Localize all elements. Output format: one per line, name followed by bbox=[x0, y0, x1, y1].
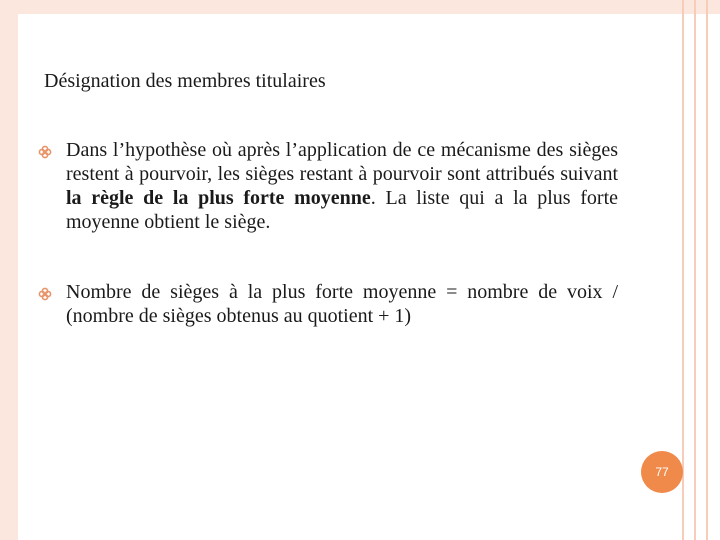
decorative-rail-line bbox=[706, 0, 708, 540]
slide-heading: Désignation des membres titulaires bbox=[44, 70, 326, 92]
flower-bullet-icon bbox=[38, 145, 52, 159]
decorative-rail-line bbox=[682, 0, 684, 540]
decorative-left-border bbox=[0, 0, 18, 540]
flower-bullet-icon bbox=[38, 287, 52, 301]
bullet-item bbox=[38, 280, 618, 328]
bullet-text: Nombre de sièges à la plus forte moyenne = nombre de voix / (nombre de sièges obtenus au quotient + 1) bbox=[66, 281, 618, 327]
bullet-text-part: Dans l’hypothèse où après l’application de ce mécanisme des sièges restent à pourvoir, les sièges restant à pourvoir sont attribués suivant bbox=[66, 139, 618, 185]
bullet-item bbox=[38, 138, 618, 234]
page-number-badge: 77 bbox=[641, 451, 683, 493]
bullet-text-part: . La liste qui a la plus forte moyenne obtient le siège. bbox=[66, 187, 619, 233]
bullet-text-bold: la règle de la plus forte moyenne bbox=[66, 187, 371, 209]
decorative-top-border bbox=[0, 0, 720, 14]
bullet-text bbox=[66, 138, 618, 234]
decorative-rail-line bbox=[694, 0, 696, 540]
